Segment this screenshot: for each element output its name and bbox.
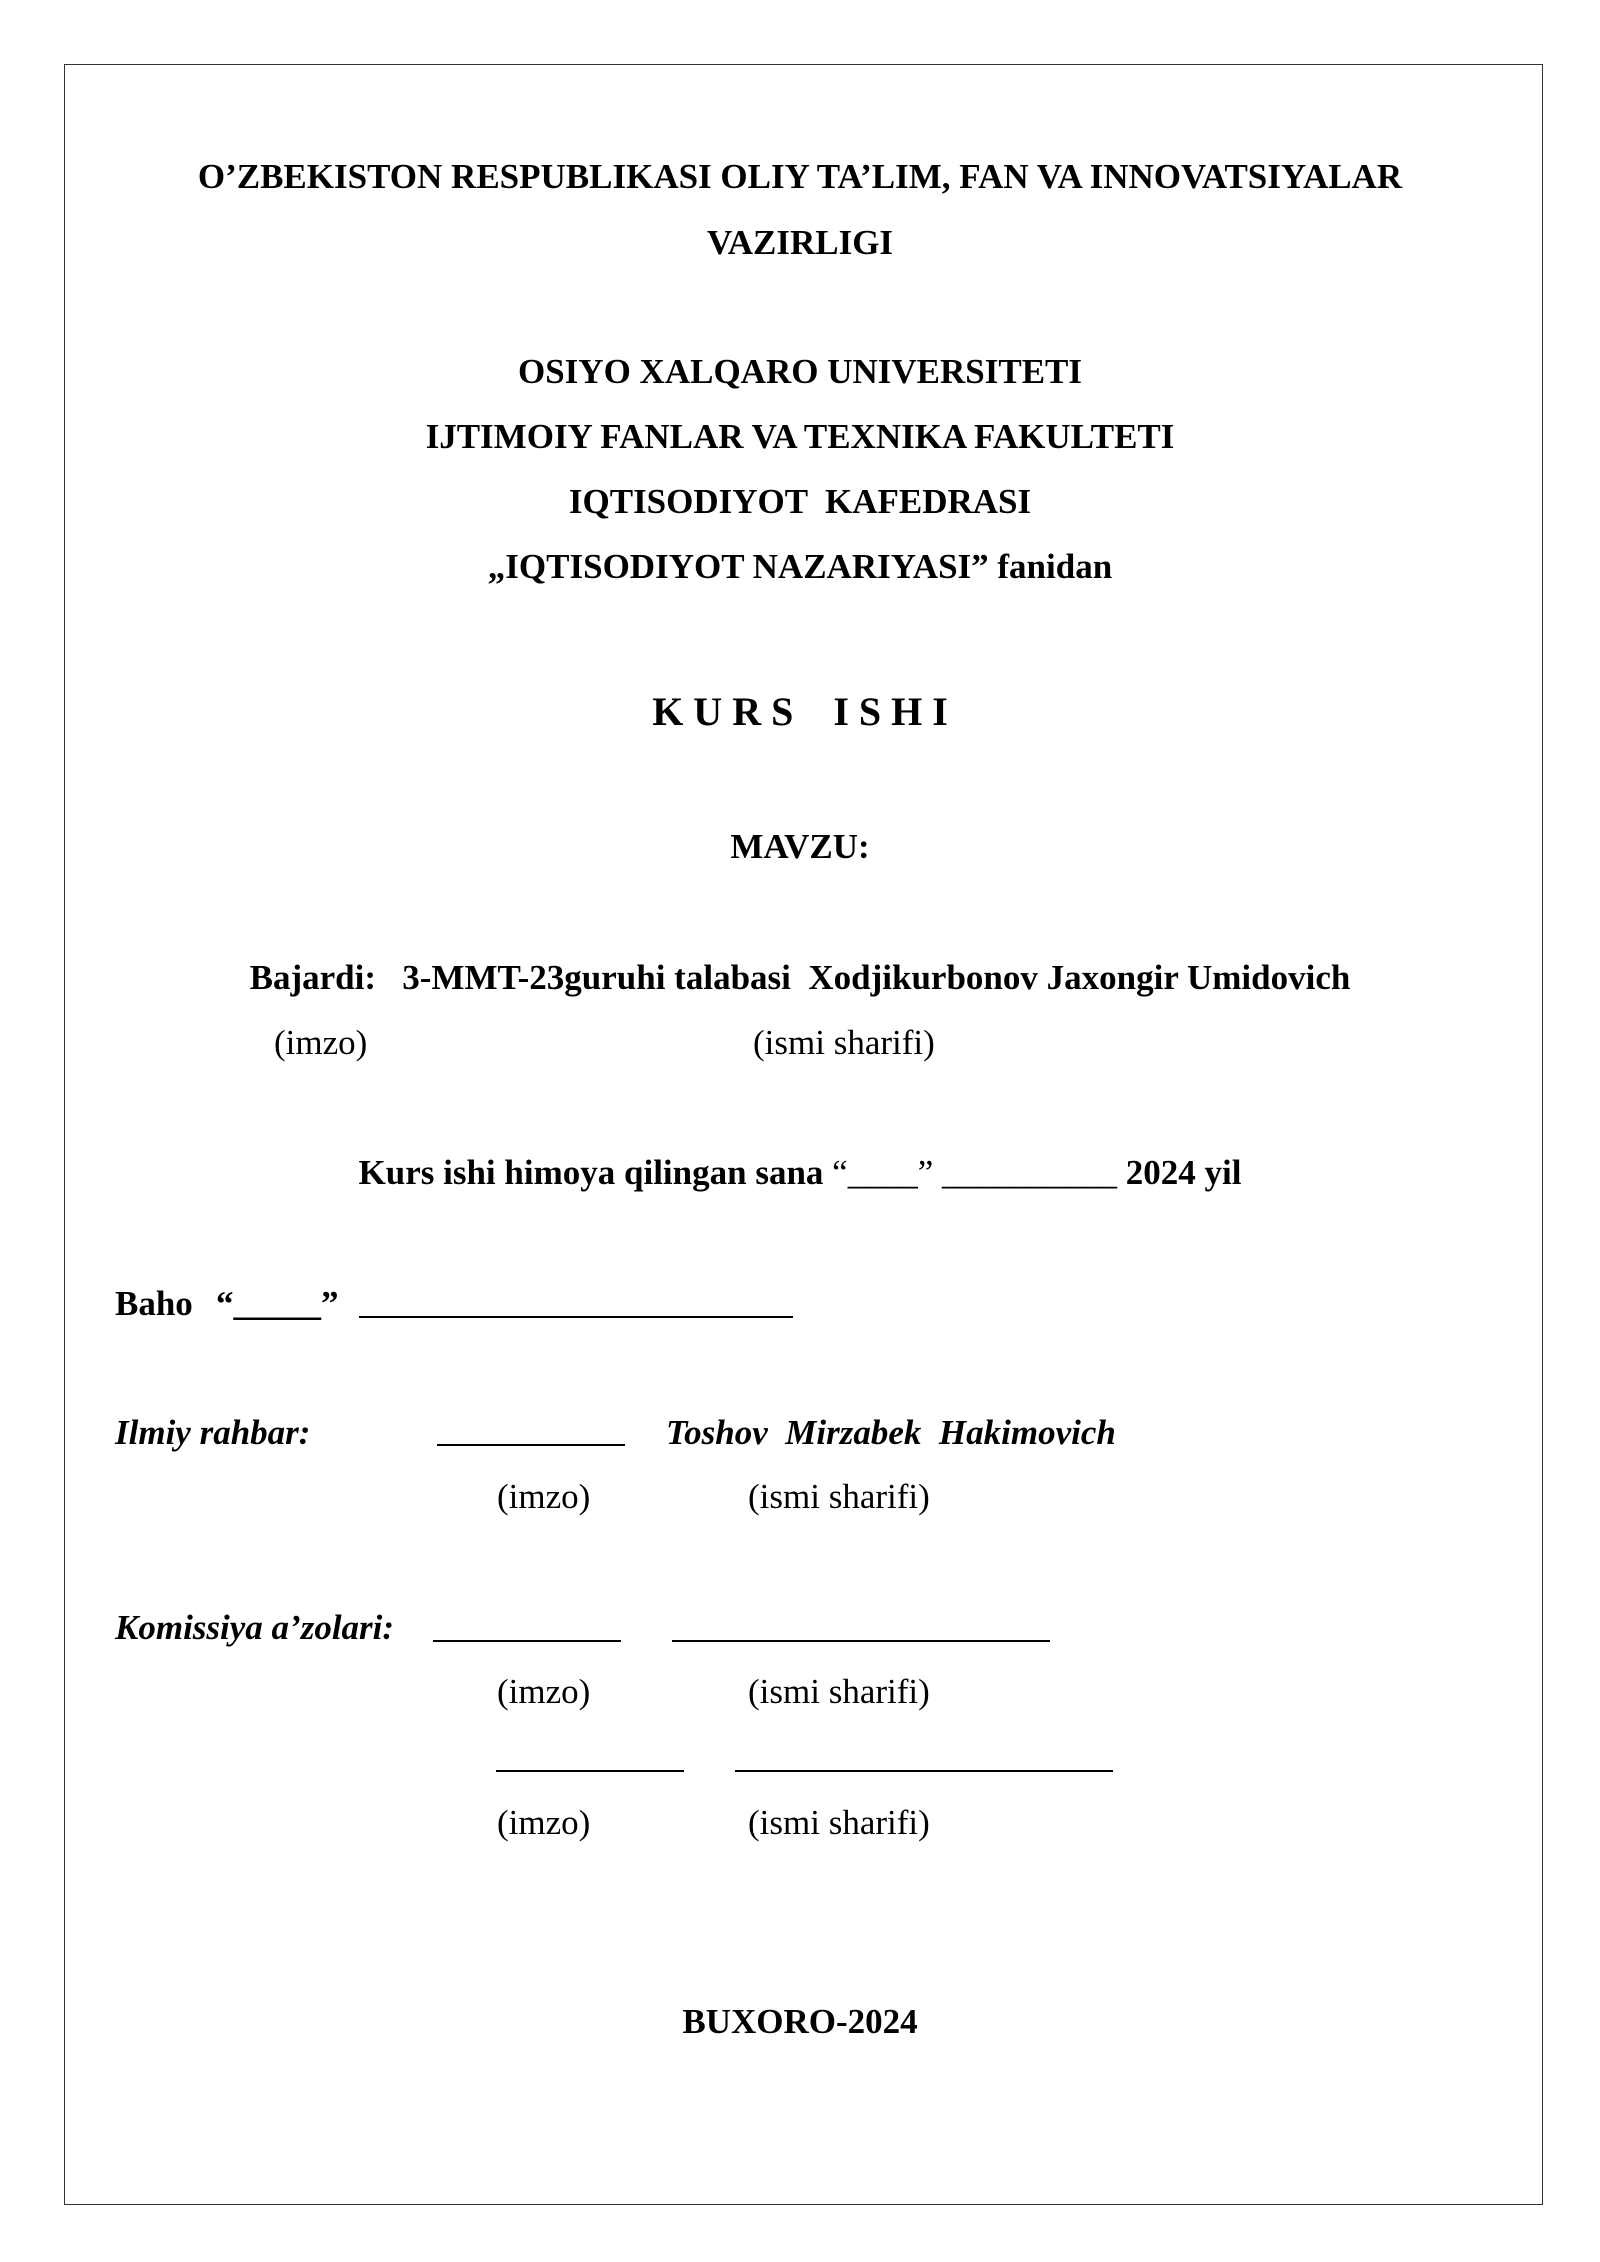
- city-year: BUXORO-2024: [682, 2002, 918, 2041]
- defense-date-month: __________: [942, 1153, 1117, 1192]
- supervisor-signature-caption: (imzo): [497, 1477, 591, 1516]
- defense-date-day: “____”: [832, 1153, 934, 1192]
- performer-line: Bajardi: 3-MMT-23guruhi talabasi Xodjikurbonov Jaxongir Umidovich: [249, 958, 1351, 997]
- commission-name-line-2: [735, 1770, 1113, 1772]
- defense-date-year: 2024 yil: [1125, 1153, 1242, 1192]
- commission-signature-caption-1: (imzo): [497, 1672, 591, 1711]
- supervisor-name-caption: (ismi sharifi): [748, 1477, 930, 1516]
- commission-name-caption-1: (ismi sharifi): [748, 1672, 930, 1711]
- supervisor-label: Ilmiy rahbar:: [115, 1413, 311, 1452]
- grade-line: [359, 1316, 793, 1318]
- university-name: OSIYO XALQARO UNIVERSITETI: [517, 352, 1083, 391]
- commission-signature-line-1: [433, 1640, 621, 1642]
- document-title: K U R S I S H I: [652, 689, 948, 734]
- faculty-name: IJTIMOIY FANLAR VA TEXNIKA FAKULTETI: [425, 417, 1175, 456]
- grade-label: Baho: [115, 1284, 193, 1323]
- performer-name-caption: (ismi sharifi): [753, 1023, 935, 1062]
- commission-name-caption-2: (ismi sharifi): [748, 1803, 930, 1842]
- ministry-line-1: O’ZBEKISTON RESPUBLIKASI OLIY TA’LIM, FAN VA INNOVATSIYALAR: [197, 157, 1403, 196]
- topic-label: MAVZU:: [730, 827, 870, 866]
- department-name: IQTISODIYOT KAFEDRASI: [568, 482, 1032, 521]
- commission-name-line-1: [672, 1640, 1050, 1642]
- subject-line: „IQTISODIYOT NAZARIYASI” fanidan: [487, 547, 1113, 586]
- commission-label: Komissiya a’zolari:: [115, 1608, 395, 1647]
- grade-quote: “_____”: [216, 1284, 339, 1323]
- defense-date-line: [0, 1155, 1600, 1190]
- ministry-line-2: VAZIRLIGI: [706, 223, 894, 262]
- commission-signature-caption-2: (imzo): [497, 1803, 591, 1842]
- supervisor-name: Toshov Mirzabek Hakimovich: [666, 1413, 1116, 1452]
- defense-date-prefix: Kurs ishi himoya qilingan sana: [358, 1153, 824, 1192]
- performer-signature-caption: (imzo): [274, 1023, 368, 1062]
- commission-signature-line-2: [496, 1770, 684, 1772]
- supervisor-signature-line: [437, 1444, 625, 1446]
